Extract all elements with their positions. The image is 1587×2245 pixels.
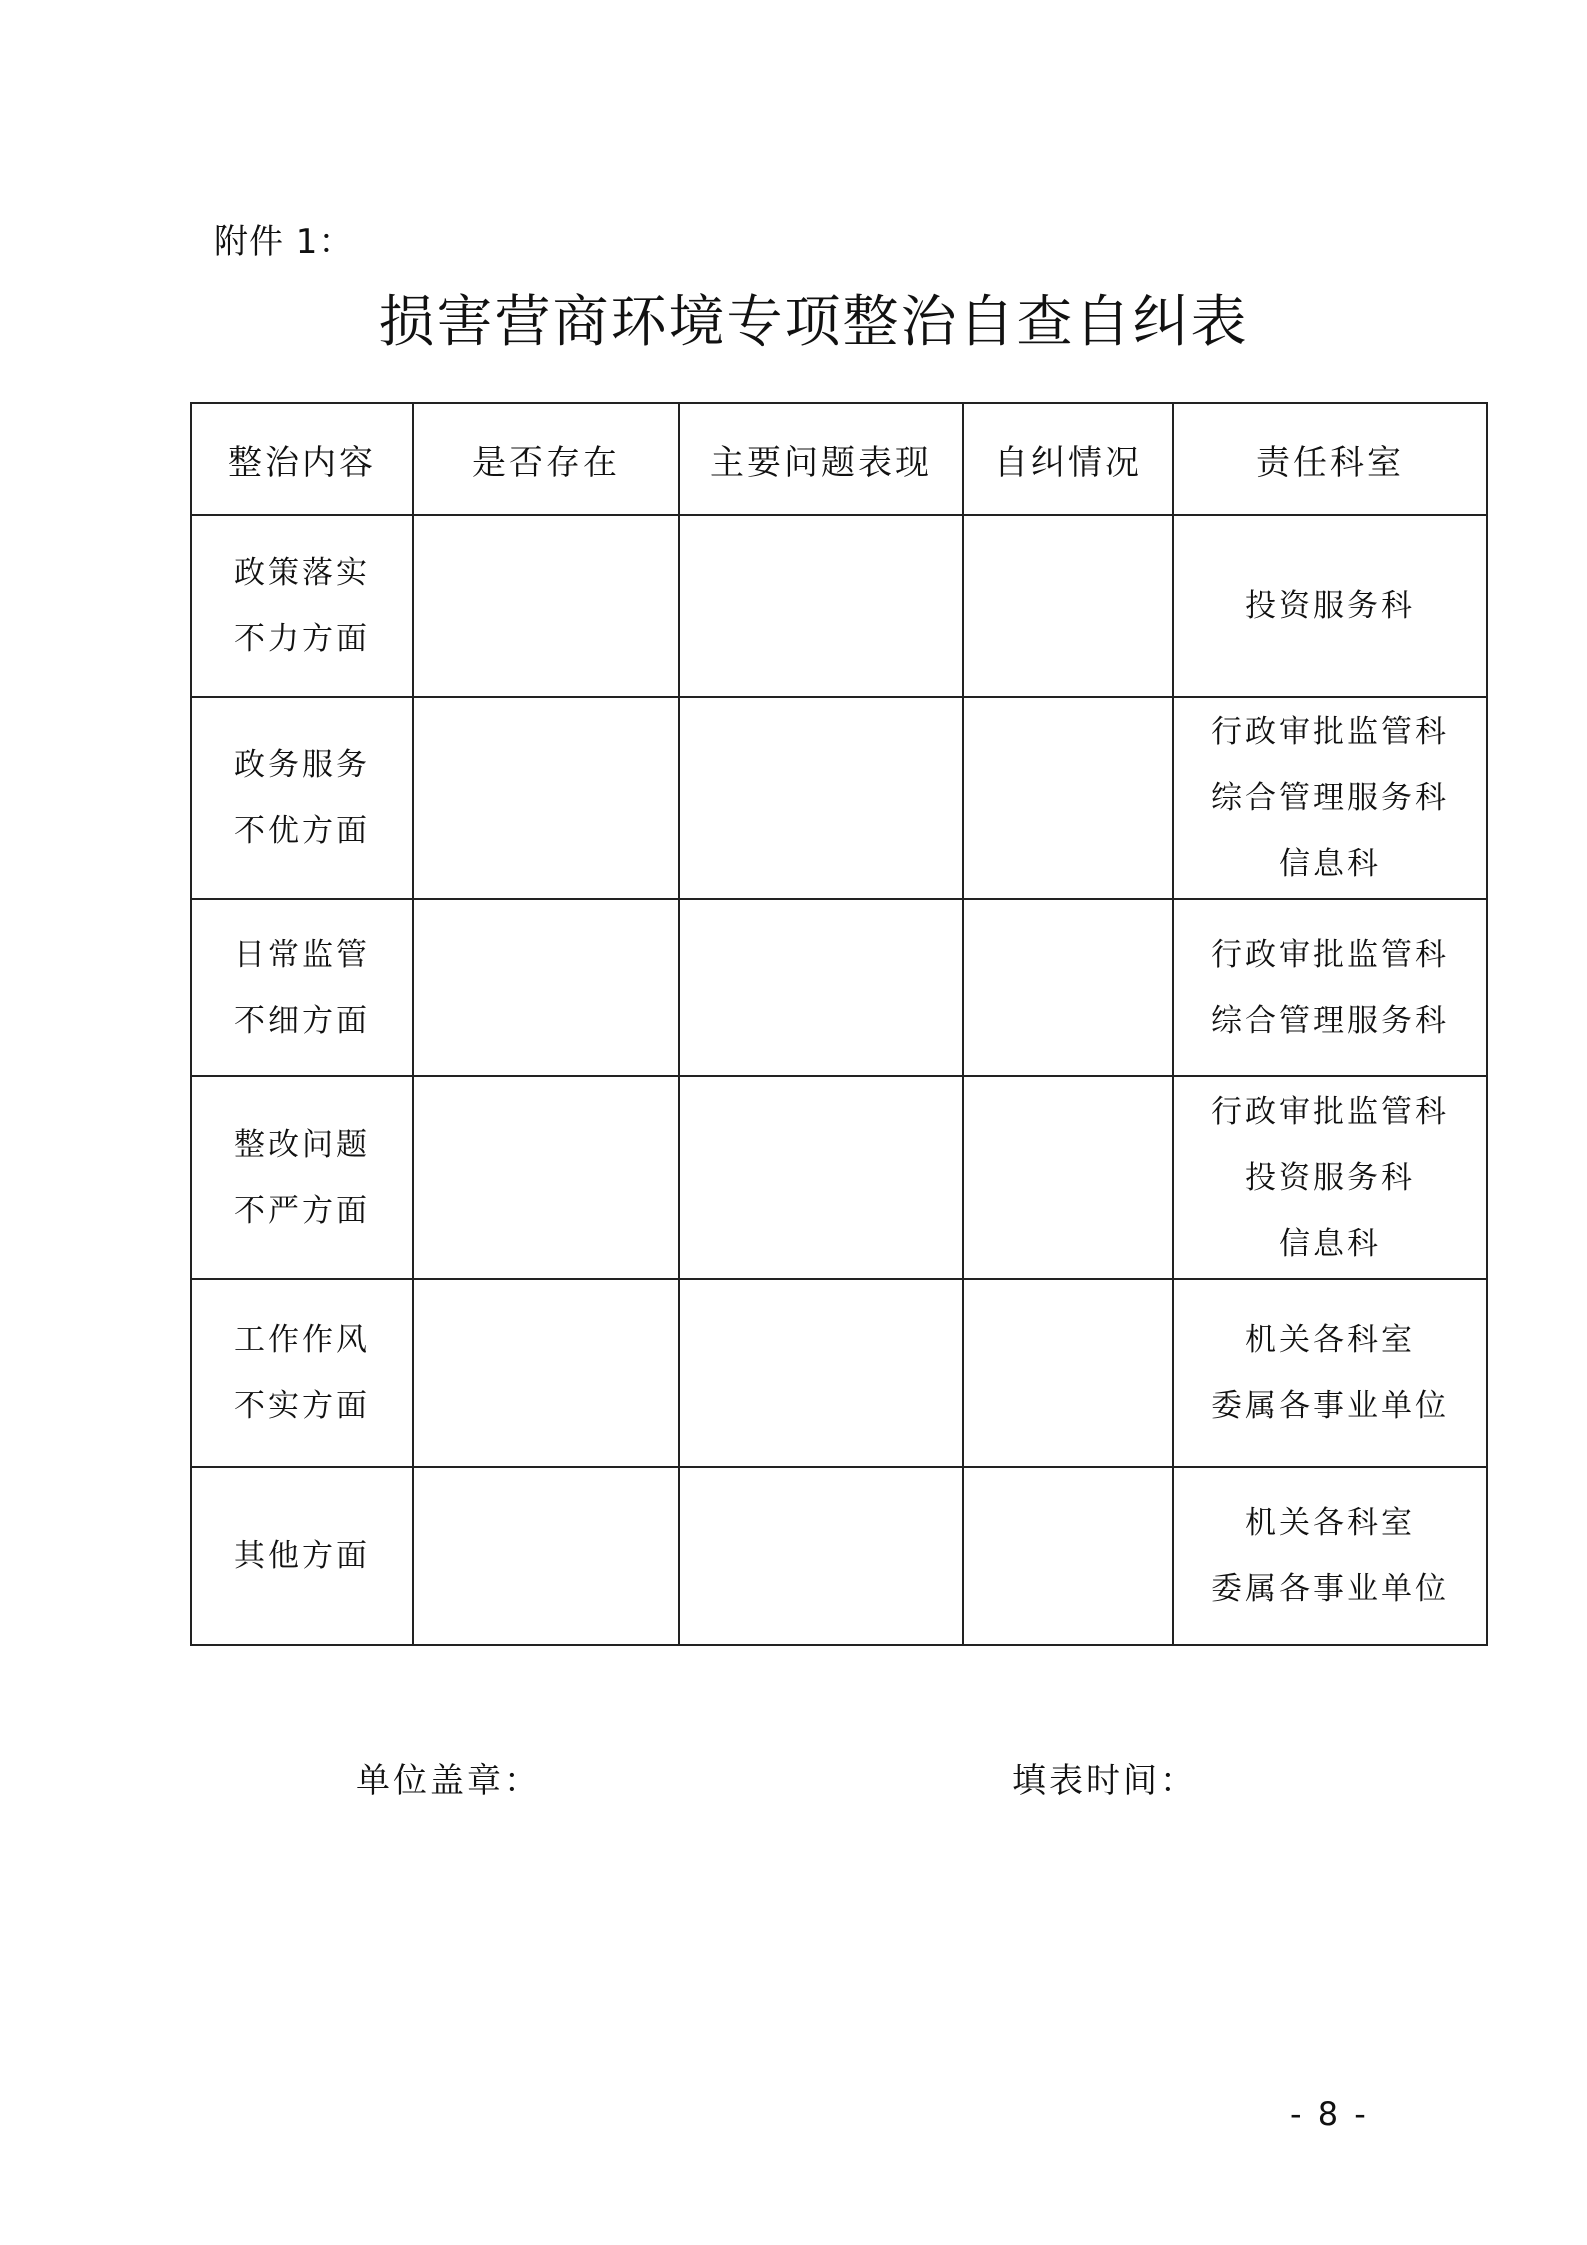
row-correction-cell[interactable] bbox=[963, 899, 1173, 1076]
table-row bbox=[191, 899, 1487, 1076]
row-exists-cell[interactable] bbox=[413, 899, 679, 1076]
row-department bbox=[1173, 1279, 1487, 1467]
row-problems-cell[interactable] bbox=[679, 1467, 963, 1645]
department-line: 信息科 bbox=[1279, 1225, 1381, 1262]
table-row bbox=[191, 1076, 1487, 1279]
row-exists-cell[interactable] bbox=[413, 1076, 679, 1279]
row-problems-cell[interactable] bbox=[679, 697, 963, 899]
header-problems: 主要问题表现 bbox=[679, 403, 963, 515]
row-department bbox=[1173, 1076, 1487, 1279]
table-row bbox=[191, 515, 1487, 697]
page-number: - 8 - bbox=[1290, 2095, 1369, 2133]
row-correction-cell[interactable] bbox=[963, 697, 1173, 899]
header-exists: 是否存在 bbox=[413, 403, 679, 515]
header-correction: 自纠情况 bbox=[963, 403, 1173, 515]
table-header-row bbox=[191, 403, 1487, 515]
table-row bbox=[191, 697, 1487, 899]
row-department bbox=[1173, 697, 1487, 899]
department-line: 投资服务科 bbox=[1245, 588, 1415, 624]
content-line: 不严方面 bbox=[234, 1192, 370, 1229]
row-problems-cell[interactable] bbox=[679, 515, 963, 697]
department-line: 机关各科室 bbox=[1245, 1322, 1415, 1358]
row-content bbox=[191, 515, 413, 697]
department-line: 机关各科室 bbox=[1245, 1505, 1415, 1541]
self-check-table bbox=[190, 402, 1488, 1646]
row-department bbox=[1173, 515, 1487, 697]
row-content bbox=[191, 1279, 413, 1467]
table-row bbox=[191, 1279, 1487, 1467]
department-line: 信息科 bbox=[1279, 846, 1381, 882]
row-department bbox=[1173, 899, 1487, 1076]
row-content bbox=[191, 1467, 413, 1645]
row-problems-cell[interactable] bbox=[679, 1076, 963, 1279]
table-row bbox=[191, 1467, 1487, 1645]
content-line: 政务服务 bbox=[234, 747, 370, 783]
row-correction-cell[interactable] bbox=[963, 1076, 1173, 1279]
header-department: 责任科室 bbox=[1173, 403, 1487, 515]
department-line: 投资服务科 bbox=[1245, 1159, 1415, 1196]
content-line: 工作作风 bbox=[234, 1322, 370, 1358]
content-line: 其他方面 bbox=[234, 1538, 370, 1574]
content-line: 不优方面 bbox=[234, 813, 370, 849]
row-exists-cell[interactable] bbox=[413, 1279, 679, 1467]
department-line: 行政审批监管科 bbox=[1211, 714, 1449, 750]
department-line: 行政审批监管科 bbox=[1211, 1093, 1449, 1130]
department-line: 行政审批监管科 bbox=[1211, 936, 1449, 973]
content-line: 不力方面 bbox=[234, 621, 370, 657]
attachment-label: 附件 1： bbox=[214, 222, 354, 262]
department-line: 委属各事业单位 bbox=[1211, 1571, 1449, 1607]
header-content: 整治内容 bbox=[191, 403, 413, 515]
content-line: 政策落实 bbox=[234, 555, 370, 591]
unit-seal-label: 单位盖章： bbox=[356, 1761, 541, 1801]
row-exists-cell[interactable] bbox=[413, 697, 679, 899]
row-exists-cell[interactable] bbox=[413, 515, 679, 697]
row-correction-cell[interactable] bbox=[963, 1467, 1173, 1645]
row-problems-cell[interactable] bbox=[679, 1279, 963, 1467]
row-correction-cell[interactable] bbox=[963, 515, 1173, 697]
row-department bbox=[1173, 1467, 1487, 1645]
department-line: 委属各事业单位 bbox=[1211, 1388, 1449, 1424]
row-exists-cell[interactable] bbox=[413, 1467, 679, 1645]
fill-date-label: 填表时间： bbox=[1012, 1761, 1197, 1801]
row-content bbox=[191, 899, 413, 1076]
row-correction-cell[interactable] bbox=[963, 1279, 1173, 1467]
content-line: 不细方面 bbox=[234, 1002, 370, 1039]
content-line: 不实方面 bbox=[234, 1388, 370, 1424]
department-line: 综合管理服务科 bbox=[1211, 780, 1449, 816]
row-content bbox=[191, 697, 413, 899]
row-problems-cell[interactable] bbox=[679, 899, 963, 1076]
row-content bbox=[191, 1076, 413, 1279]
content-line: 日常监管 bbox=[234, 936, 370, 973]
content-line: 整改问题 bbox=[234, 1126, 370, 1163]
department-line: 综合管理服务科 bbox=[1211, 1002, 1449, 1039]
document-title: 损害营商环境专项整治自查自纠表 bbox=[378, 290, 1249, 355]
